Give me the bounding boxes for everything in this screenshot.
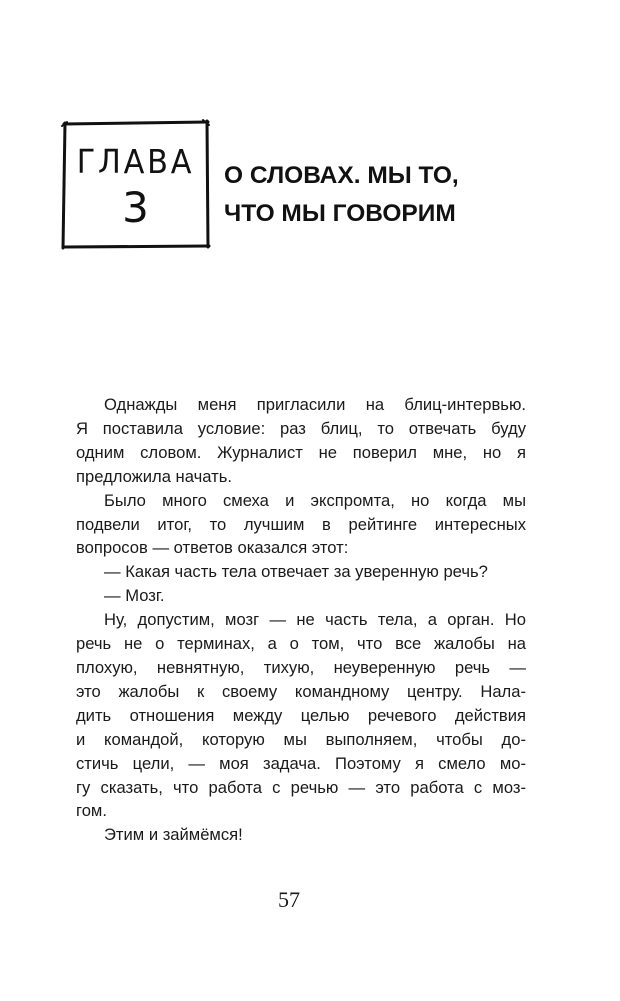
text-line: вопросов — ответов оказался этот: [76,538,349,558]
chapter-title-line: О СЛОВАХ. МЫ ТО, [224,162,459,189]
chapter-title-line: ЧТО МЫ ГОВОРИМ [224,200,456,227]
text-line: — Какая часть тела отвечает за уверенную речь? [104,562,488,582]
body-text [76,393,526,847]
text-line: гом. [76,801,107,821]
paragraph [76,823,526,847]
chapter-word: ГЛАВА [76,142,195,181]
text-line: Этим и займёмся! [104,825,243,845]
text-line: — Мозг. [104,586,165,606]
paragraph [76,560,526,584]
chapter-title [224,157,554,233]
chapter-box [62,120,209,248]
text-line: стичь цели, — моя задача. Поэтому я смело мо- [76,753,526,773]
chapter-number: 3 [122,183,149,232]
text-line: речь не о терминах, а о том, что все жалобы на [76,634,526,654]
text-line: Ну, допустим, мозг — не часть тела, а орган. Но [104,610,526,630]
text-line: Однажды меня пригласили на блиц-интервью. [104,395,526,414]
paragraph [76,393,526,489]
text-line: подвели итог, то лучшим в рейтинге интересных [76,514,526,534]
text-line: гу сказать, что работа с речью — это работа с моз- [76,777,526,797]
text-line: это жалобы к своему командному центру. Нала- [76,681,526,701]
paragraph [76,584,526,608]
text-line: предложила начать. [76,466,232,486]
text-line: Было много смеха и экспромта, но когда мы [104,490,526,510]
text-line: и командой, которую мы выполняем, чтобы до- [76,729,526,749]
text-line: дить отношения между целью речевого действия [76,705,526,725]
text-line: одним словом. Журналист не поверил мне, но я [76,442,526,462]
text-line: Я поставила условие: раз блиц, то отвечать буду [76,418,526,438]
text-line: плохую, невнятную, тихую, неуверенную речь — [76,657,526,677]
paragraph [76,608,526,823]
page-number: 57 [278,887,300,912]
paragraph [76,489,526,561]
